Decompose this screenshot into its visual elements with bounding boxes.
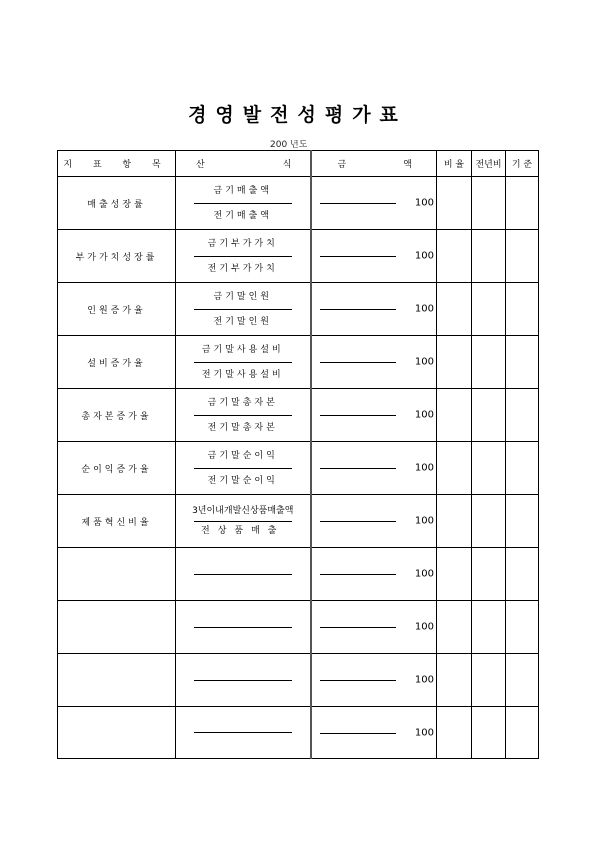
table-row: [58, 548, 539, 601]
amount-multiplier: 100: [414, 727, 434, 738]
header-amount-a: 금: [337, 160, 347, 170]
prev-ratio-cell[interactable]: [472, 230, 506, 283]
prev-ratio-cell[interactable]: [472, 601, 506, 654]
formula-cell: [176, 177, 311, 230]
ratio-cell[interactable]: [437, 283, 472, 336]
fraction-bar: [194, 309, 292, 310]
header-formula-a: 산: [196, 160, 205, 170]
ratio-cell[interactable]: [437, 336, 472, 389]
formula-numerator: 금기부가가치: [207, 238, 278, 249]
fraction-bar: [194, 468, 292, 469]
standard-cell[interactable]: [506, 283, 539, 336]
standard-cell[interactable]: [506, 548, 539, 601]
standard-cell[interactable]: [506, 654, 539, 707]
amount-cell[interactable]: [311, 442, 437, 495]
table-row: [58, 654, 539, 707]
amount-fraction-line: [320, 733, 396, 734]
fraction-bar: [194, 415, 292, 416]
formula-cell: [176, 230, 311, 283]
amount-fraction-line: [320, 415, 396, 416]
ratio-cell[interactable]: [437, 442, 472, 495]
standard-cell[interactable]: [506, 389, 539, 442]
standard-cell[interactable]: [506, 336, 539, 389]
amount-cell[interactable]: [311, 548, 437, 601]
amount-multiplier: 100: [414, 568, 434, 580]
evaluation-table: [57, 150, 539, 759]
formula-cell[interactable]: [176, 654, 311, 707]
formula-cell[interactable]: [176, 601, 311, 654]
table-row: [58, 442, 539, 495]
amount-fraction-line: [320, 203, 396, 204]
standard-cell[interactable]: [506, 177, 539, 230]
amount-multiplier: 100: [414, 515, 434, 527]
prev-ratio-cell[interactable]: [472, 442, 506, 495]
fraction-bar: [194, 256, 292, 257]
fraction-bar: [194, 680, 292, 681]
prev-ratio-cell[interactable]: [472, 707, 506, 759]
formula-cell[interactable]: [176, 707, 311, 759]
formula-cell: [176, 336, 311, 389]
formula-denominator: 전기말총자본: [207, 422, 278, 433]
standard-cell[interactable]: [506, 442, 539, 495]
prev-ratio-cell[interactable]: [472, 177, 506, 230]
formula-cell: [176, 495, 311, 548]
header-formula-b: 식: [282, 160, 292, 170]
prev-ratio-cell[interactable]: [472, 336, 506, 389]
page-title: 경영발전성평가표: [188, 104, 407, 126]
header-standard: 기 준: [506, 151, 539, 177]
fraction-bar: [194, 203, 292, 204]
table-row: [58, 177, 539, 230]
amount-multiplier: 100: [414, 197, 434, 209]
formula-numerator: 금기말순이익: [207, 450, 278, 461]
year-label: 200 년도: [270, 140, 308, 150]
formula-numerator: 금기말인원: [213, 291, 272, 302]
table-row: [58, 283, 539, 336]
ratio-cell[interactable]: [437, 389, 472, 442]
formula-numerator: 금기매출액: [213, 185, 272, 196]
prev-ratio-cell[interactable]: [472, 495, 506, 548]
formula-denominator: 전기부가가치: [207, 263, 278, 274]
formula-denominator: 전기말사용설비: [201, 369, 284, 380]
indicator-name: 총자본증가율: [58, 389, 176, 442]
indicator-name: 부가가치성장률: [58, 230, 176, 283]
prev-ratio-cell[interactable]: [472, 654, 506, 707]
formula-cell[interactable]: [176, 548, 311, 601]
table-row: [58, 336, 539, 389]
header-ratio: 비 율: [437, 151, 472, 177]
formula-cell: [176, 389, 311, 442]
amount-fraction-line: [320, 627, 396, 628]
formula-denominator: 전기말인원: [213, 316, 272, 327]
fraction-bar: [194, 362, 292, 363]
indicator-name: 인원증가율: [58, 283, 176, 336]
standard-cell[interactable]: [506, 495, 539, 548]
amount-multiplier: 100: [414, 356, 434, 368]
indicator-name[interactable]: [58, 601, 176, 654]
formula-numerator: 금기말사용설비: [201, 344, 284, 355]
amount-cell[interactable]: [311, 283, 437, 336]
ratio-cell[interactable]: [437, 654, 472, 707]
formula-denominator: 전기매출액: [213, 210, 272, 221]
standard-cell[interactable]: [506, 707, 539, 759]
formula-numerator: 금기말총자본: [207, 397, 278, 408]
header-amount: [311, 151, 437, 177]
amount-fraction-line: [320, 680, 396, 681]
amount-multiplier: 100: [414, 409, 434, 421]
indicator-name[interactable]: [58, 707, 176, 759]
table-row: [58, 601, 539, 654]
amount-fraction-line: [320, 574, 396, 575]
prev-ratio-cell[interactable]: [472, 283, 506, 336]
amount-cell[interactable]: [311, 336, 437, 389]
fraction-bar: [194, 627, 292, 628]
header-amount-b: 액: [403, 160, 412, 170]
prev-ratio-cell[interactable]: [472, 389, 506, 442]
amount-cell[interactable]: [311, 230, 437, 283]
amount-fraction-line: [320, 256, 396, 257]
standard-cell[interactable]: [506, 230, 539, 283]
indicator-name[interactable]: [58, 548, 176, 601]
header-row: [58, 151, 539, 177]
indicator-name: 설비증가율: [58, 336, 176, 389]
formula-denominator: 전상품매출: [201, 525, 285, 536]
amount-fraction-line: [320, 362, 396, 363]
standard-cell[interactable]: [506, 601, 539, 654]
amount-multiplier: 100: [414, 462, 434, 474]
amount-fraction-line: [320, 309, 396, 310]
amount-multiplier: 100: [414, 250, 434, 262]
formula-numerator: 3년이내개발신상품매출액: [192, 505, 294, 516]
amount-multiplier: 100: [414, 621, 434, 633]
table-row: [58, 230, 539, 283]
ratio-cell[interactable]: [437, 548, 472, 601]
header-indicator: 지 표 항 목: [58, 151, 176, 177]
ratio-cell[interactable]: [437, 707, 472, 759]
amount-cell[interactable]: [311, 389, 437, 442]
indicator-name: 순이익증가율: [58, 442, 176, 495]
header-prev-ratio: 전년비: [472, 151, 506, 177]
amount-cell[interactable]: [311, 707, 437, 759]
amount-fraction-line: [320, 521, 396, 522]
ratio-cell[interactable]: [437, 495, 472, 548]
table-row: [58, 707, 539, 759]
amount-cell[interactable]: [311, 177, 437, 230]
table-row: [58, 389, 539, 442]
amount-multiplier: 100: [414, 303, 434, 315]
fraction-bar: [194, 521, 292, 522]
table-row: [58, 495, 539, 548]
amount-cell[interactable]: [311, 601, 437, 654]
fraction-bar: [194, 574, 292, 575]
amount-fraction-line: [320, 468, 396, 469]
ratio-cell[interactable]: [437, 601, 472, 654]
fraction-bar: [194, 732, 292, 733]
formula-cell: [176, 283, 311, 336]
header-formula: [176, 151, 311, 177]
amount-multiplier: 100: [414, 674, 434, 686]
indicator-name: 매출성장률: [58, 177, 176, 230]
indicator-name: 제품혁신비율: [58, 495, 176, 548]
amount-cell[interactable]: [311, 654, 437, 707]
formula-cell: [176, 442, 311, 495]
prev-ratio-cell[interactable]: [472, 548, 506, 601]
indicator-name[interactable]: [58, 654, 176, 707]
ratio-cell[interactable]: [437, 177, 472, 230]
amount-cell[interactable]: [311, 495, 437, 548]
formula-denominator: 전기말순이익: [207, 475, 278, 486]
ratio-cell[interactable]: [437, 230, 472, 283]
